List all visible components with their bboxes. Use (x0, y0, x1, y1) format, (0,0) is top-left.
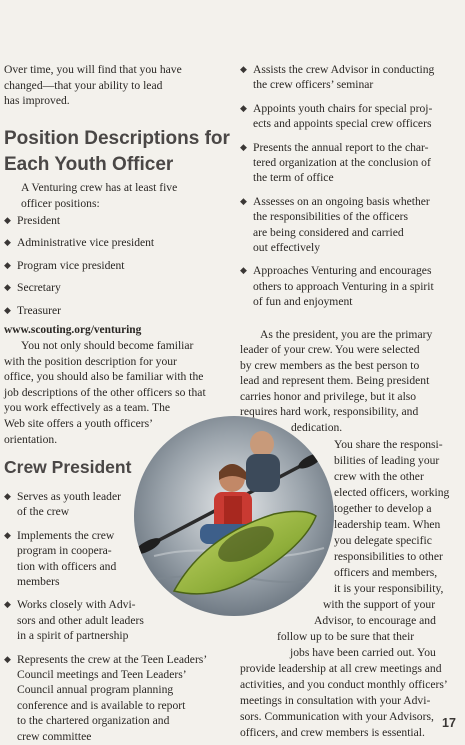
text-line: with the support of your (323, 598, 436, 611)
list-item: ◆ Program vice president (4, 258, 125, 272)
president-duties-right (240, 62, 462, 310)
text-line: carries honor and privilege, but it also (240, 390, 417, 403)
diamond-bullet-icon: ◆ (4, 237, 11, 248)
diamond-bullet-icon: ◆ (240, 195, 247, 206)
text-line: jobs have been carried out. You (290, 646, 436, 659)
kayak-photo (134, 416, 334, 616)
text-line: Advisor, to encourage and (314, 614, 436, 627)
text-line: elected officers, working (334, 486, 450, 499)
diamond-bullet-icon: ◆ (240, 265, 247, 276)
text-line: office, you should also be familiar with the (4, 370, 204, 384)
text-line: has improved. (4, 94, 70, 108)
text-line: provide leadership at all crew meetings and (240, 662, 442, 675)
kayak-photo-illustration (134, 416, 334, 616)
list-item: ◆ Approaches Venturing and encourages others to approach Venturing in a spirit of fun and enjoyment (240, 264, 434, 309)
page-number: 17 (442, 716, 456, 730)
text-line: You not only should become familiar (21, 339, 194, 352)
text-line: officer positions: (21, 196, 100, 210)
crew-president-heading: Crew President (4, 457, 132, 477)
text-line: job descriptions of the other officers so that (4, 385, 206, 399)
text-line: follow up to be sure that their (277, 630, 415, 643)
text-line: you delegate specific (334, 534, 432, 547)
diamond-bullet-icon: ◆ (4, 653, 11, 664)
text-line: leadership team. When (334, 518, 441, 531)
list-item: ◆ Treasurer (4, 303, 62, 317)
list-item: ◆ Assesses on an ongoing basis whether the responsibilities of the officers are being considered and carried out effectively (240, 194, 430, 255)
list-item: ◆ Works closely with Advi- sors and other adult leaders in a spirit of partnership (4, 598, 144, 643)
diamond-bullet-icon: ◆ (240, 141, 247, 152)
text-line: you work effectively as a team. The (4, 401, 171, 415)
diamond-bullet-icon: ◆ (4, 215, 11, 225)
list-item: ◆ Represents the crew at the Teen Leaders’ Council meetings and Teen Leaders’ Council annual program planning conference and is available to report to the chartered organization and crew committee (4, 652, 208, 743)
diamond-bullet-icon: ◆ (240, 64, 247, 74)
text-line: it is your responsibility, (334, 582, 444, 595)
text-line: lead and represent them. Being president (240, 374, 430, 387)
heading-line: Position Descriptions for (4, 128, 230, 149)
officer-intro (21, 180, 177, 211)
text-line: As the president, you are the primary (260, 328, 433, 341)
text-line: changed—that your ability to lead (4, 78, 163, 92)
diamond-bullet-icon: ◆ (4, 599, 11, 610)
text-line: bilities of leading your (334, 454, 440, 467)
text-line: officers and members, (334, 566, 438, 579)
text-line: with the position description for your (4, 354, 177, 368)
text-line: by crew members as the best person to (240, 359, 420, 372)
text-line: meetings in consultation with your Advi- (240, 694, 431, 707)
list-item: ◆ Secretary (4, 281, 61, 295)
diamond-bullet-icon: ◆ (4, 491, 11, 501)
list-item: ◆ Appoints youth chairs for special proj- ects and appoints special crew officers (240, 101, 433, 131)
diamond-bullet-icon: ◆ (4, 529, 11, 540)
text-line: leader of your crew. You were selected (240, 343, 420, 356)
diamond-bullet-icon: ◆ (4, 304, 11, 315)
text-line: Web site offers a youth officers’ (4, 416, 153, 430)
text-line: orientation. (4, 432, 58, 446)
text-line: Over time, you will find that you have (4, 63, 182, 76)
website-url[interactable]: www.scouting.org/venturing (4, 324, 142, 336)
list-item: ◆ Presents the annual report to the char- tered organization at the conclusion of the term of office (240, 140, 431, 185)
text-line: You share the responsi- (334, 438, 443, 451)
text-line: dedication. (291, 421, 343, 434)
list-item: ◆ Assists the crew Advisor in conducting the crew officers’ seminar (240, 63, 435, 92)
text-line: together to develop a (334, 502, 432, 515)
diamond-bullet-icon: ◆ (4, 259, 11, 270)
list-item: ◆ Serves as youth leader of the crew (4, 490, 121, 519)
text-line: officers, and crew members is essential. (240, 726, 425, 739)
list-item: ◆ President (4, 214, 61, 227)
heading-line: Each Youth Officer (4, 154, 174, 175)
section-heading-position-descriptions (4, 127, 240, 177)
diamond-bullet-icon: ◆ (4, 282, 11, 293)
text-line: sors. Communication with your Advisors, (240, 710, 434, 723)
text-line: requires hard work, responsibility, and (240, 405, 419, 418)
list-item: ◆ Implements the crew program in coopera- tion with officers and members (4, 528, 117, 589)
text-line: crew with the other (334, 470, 424, 483)
text-line: responsibilities to other (334, 550, 443, 563)
intro-paragraph (4, 62, 230, 109)
list-item: ◆ Administrative vice president (4, 236, 155, 250)
text-line: A Venturing crew has at least five (21, 181, 178, 194)
diamond-bullet-icon: ◆ (240, 102, 247, 113)
text-line: activities, and you conduct monthly officers’ (240, 678, 448, 691)
officer-positions-list (4, 213, 230, 318)
